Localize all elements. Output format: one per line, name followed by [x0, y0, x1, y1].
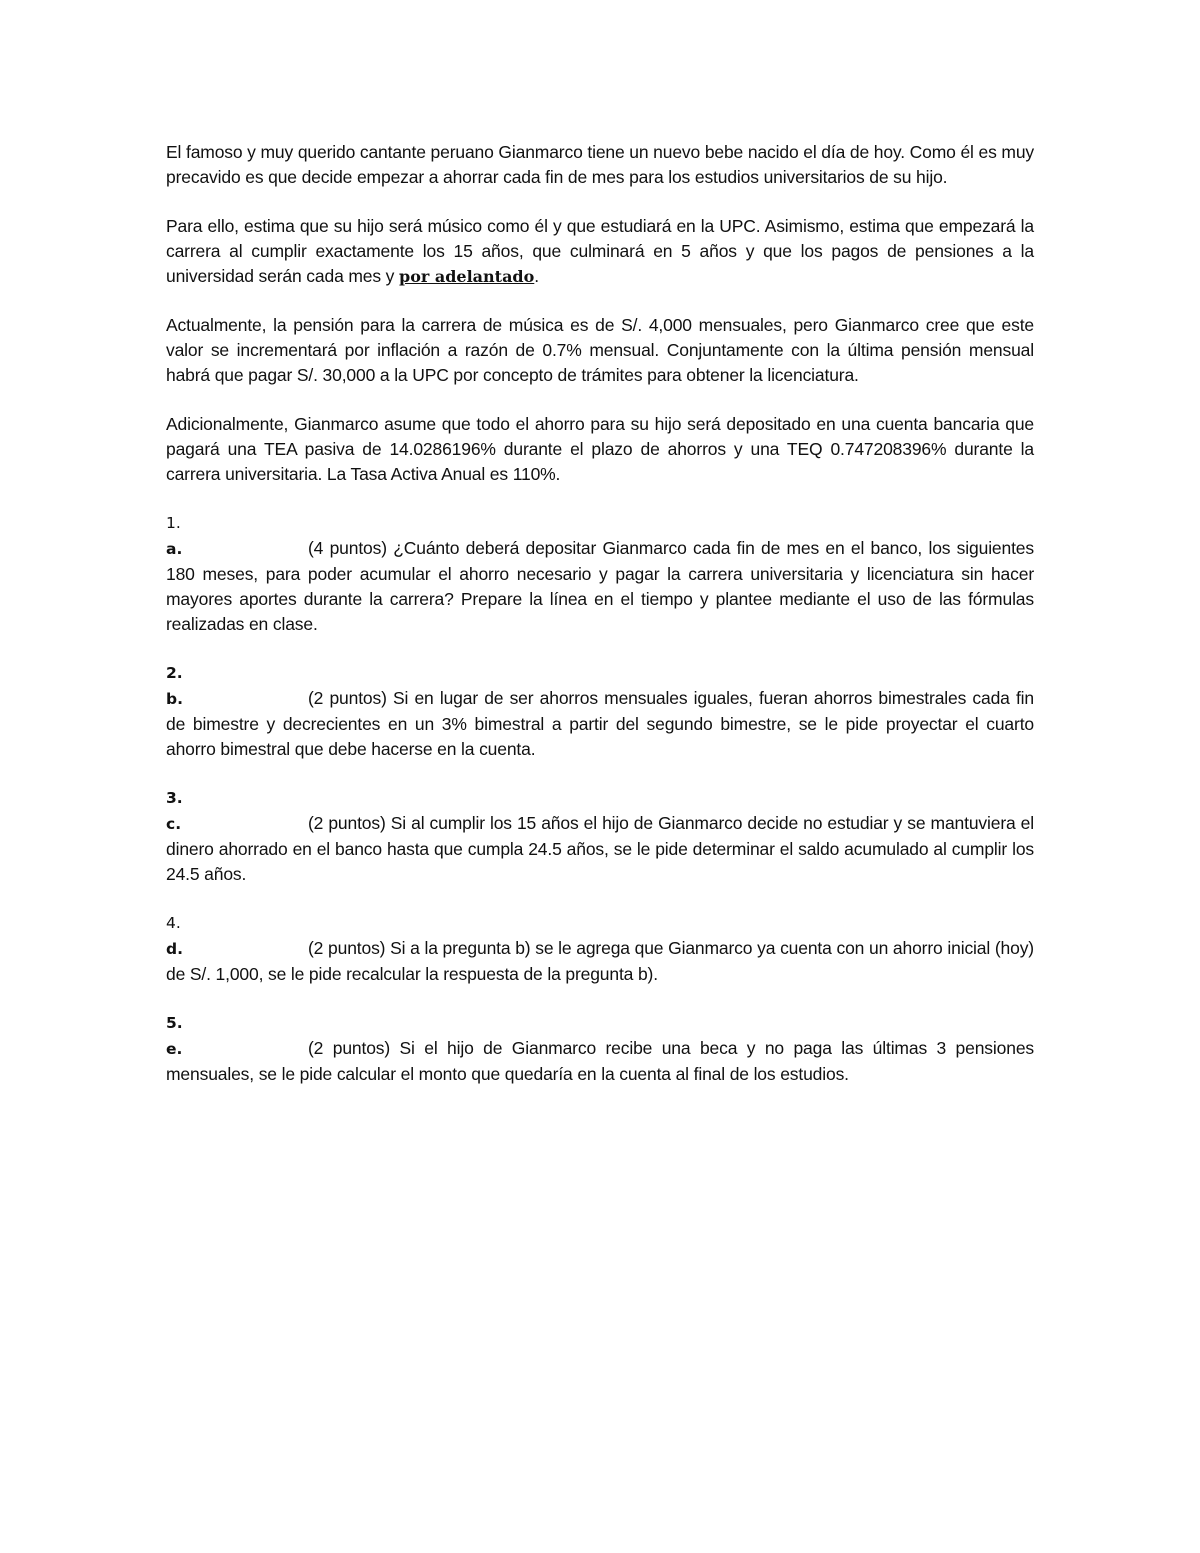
question-letter: b. [166, 690, 183, 708]
question-1 [166, 511, 1034, 637]
question-letter: a. [166, 540, 183, 558]
question-body [166, 811, 1034, 887]
question-text: (2 puntos) Si al cumplir los 15 años el hijo de Gianmarco decide no estudiar y se mantuviera el dinero ahorrado en el banco hasta que cumpla 24.5 años, se le pide determinar el saldo acumulado al cumplir los 24.5 años. [166, 813, 1034, 884]
intro-paragraph-3: Actualmente, la pensión para la carrera de música es de S/. 4,000 mensuales, pero Gianmarco cree que este valor se incrementará por inflación a razón de 0.7% mensual. Conjuntamente con la última pensión mensual habrá que pagar S/. 30,000 a la UPC por concepto de trámites para obtener la licenciatura. [166, 315, 1034, 385]
question-body [166, 936, 1034, 987]
question-letter: c. [166, 815, 182, 833]
intro-paragraph-2 [166, 214, 1034, 289]
question-number: 4. [166, 914, 181, 932]
question-body [166, 686, 1034, 762]
question-body [166, 1036, 1034, 1087]
question-4 [166, 911, 1034, 987]
emphasis-por-adelantado: por adelantado [399, 267, 535, 286]
question-2 [166, 661, 1034, 762]
question-text: (2 puntos) Si el hijo de Gianmarco recibe una beca y no paga las últimas 3 pensiones mensuales, se le pide calcular el monto que quedaría en la cuenta al final de los estudios. [166, 1038, 1034, 1084]
intro-paragraph-1: El famoso y muy querido cantante peruano Gianmarco tiene un nuevo bebe nacido el día de hoy. Como él es muy precavido es que decide empezar a ahorrar cada fin de mes para los estudios universitarios de su hijo. [166, 142, 1034, 187]
question-number: 5. [166, 1014, 183, 1032]
question-number: 1. [166, 514, 181, 532]
question-text: (2 puntos) Si a la pregunta b) se le agrega que Gianmarco ya cuenta con un ahorro inicial (hoy) de S/. 1,000, se le pide recalcular la respuesta de la pregunta b). [166, 938, 1034, 984]
intro-paragraph-2-text: Para ello, estima que su hijo será músico como él y que estudiará en la UPC. Asimismo, estima que empezará la carrera al cumplir exactamente los 15 años, que culminará en 5 años y que los pagos de pensiones a la universidad serán cada mes y [166, 216, 1034, 286]
question-letter: d. [166, 940, 183, 958]
question-body [166, 536, 1034, 637]
question-5 [166, 1011, 1034, 1087]
intro-paragraph-4: Adicionalmente, Gianmarco asume que todo el ahorro para su hijo será depositado en una cuenta bancaria que pagará una TEA pasiva de 14.0286196% durante el plazo de ahorros y una TEQ 0.747208396% durante la carrera universitaria. La Tasa Activa Anual es 110%. [166, 414, 1034, 484]
question-number: 2. [166, 664, 183, 682]
question-letter: e. [166, 1040, 183, 1058]
document-page [166, 140, 1034, 1111]
question-text: (2 puntos) Si en lugar de ser ahorros mensuales iguales, fueran ahorros bimestrales cada fin de bimestre y decrecientes en un 3% bimestral a partir del segundo bimestre, se le pide proyectar el cuarto ahorro bimestral que debe hacerse en la cuenta. [166, 688, 1034, 759]
intro-paragraph-2-end: . [534, 266, 540, 286]
question-3 [166, 786, 1034, 887]
question-number: 3. [166, 789, 183, 807]
question-text: (4 puntos) ¿Cuánto deberá depositar Gianmarco cada fin de mes en el banco, los siguientes 180 meses, para poder acumular el ahorro necesario y pagar la carrera universitaria y licenciatura sin hacer mayores aportes durante la carrera? Prepare la línea en el tiempo y plantee mediante el uso de las fórmulas realizadas en clase. [166, 538, 1034, 634]
